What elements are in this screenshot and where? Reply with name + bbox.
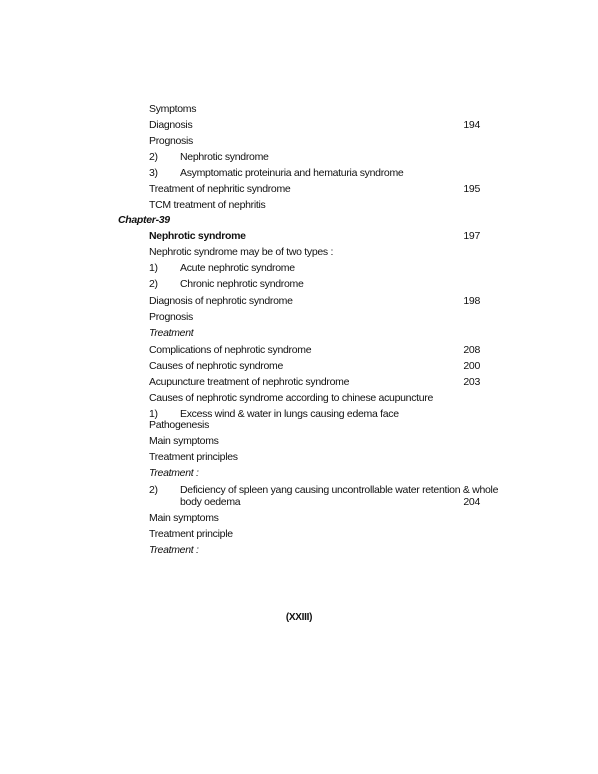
toc-page-number: 200 [463,360,480,372]
toc-page-number: 208 [463,344,480,356]
toc-entry-excess-wind: Excess wind & water in lungs causing edema face [180,408,399,420]
toc-entry-treatment: Treatment [149,327,194,339]
toc-entry-pathogenesis: Pathogenesis [149,419,210,431]
toc-entry-symptoms: Symptoms [149,103,197,115]
toc-entry-treatment: Treatment : [149,544,199,556]
toc-page-number: 198 [463,295,480,307]
chapter-heading: Chapter-39 [118,214,170,226]
toc-entry-diagnosis-nephrotic: Diagnosis of nephrotic syndrome [149,295,293,307]
toc-entry-tcm-nephritis: TCM treatment of nephritis [149,199,266,211]
toc-page-number: 194 [463,119,480,131]
toc-entry-prognosis: Prognosis [149,135,193,147]
page-footer-number: (XXIII) [285,612,313,623]
toc-entry-treatment-principles: Treatment principles [149,451,238,463]
toc-entry-treatment-nephritic: Treatment of nephritic syndrome [149,183,291,195]
toc-page-number: 204 [463,496,480,508]
toc-entry-two-types: Nephrotic syndrome may be of two types : [149,246,334,258]
toc-entry-proteinuria: Asymptomatic proteinuria and hematuria syndrome [180,167,404,179]
toc-entry-chronic: Chronic nephrotic syndrome [180,278,304,290]
toc-entry-main-symptoms: Main symptoms [149,435,219,447]
toc-page-number: 203 [463,376,480,388]
toc-item-number: 2) [149,278,158,290]
toc-entry-prognosis: Prognosis [149,311,193,323]
toc-entry-complications: Complications of nephrotic syndrome [149,344,312,356]
toc-item-number: 1) [149,262,158,274]
toc-item-number: 1) [149,408,158,420]
toc-entry-causes: Causes of nephrotic syndrome [149,360,284,372]
toc-entry-spleen-yang-cont: body oedema [180,496,241,508]
toc-entry-causes-chinese: Causes of nephrotic syndrome according to chinese acupuncture [149,392,434,404]
toc-entry-acute: Acute nephrotic syndrome [180,262,295,274]
toc-section-nephrotic-syndrome: Nephrotic syndrome [149,230,246,242]
toc-item-number: 3) [149,167,158,179]
toc-entry-treatment: Treatment : [149,467,199,479]
toc-entry-acupuncture: Acupuncture treatment of nephrotic syndrome [149,376,350,388]
toc-item-number: 2) [149,484,158,496]
toc-page-number: 195 [463,183,480,195]
toc-entry-diagnosis: Diagnosis [149,119,193,131]
toc-page-number: 197 [463,230,480,242]
toc-entry-main-symptoms: Main symptoms [149,512,219,524]
toc-item-number: 2) [149,151,158,163]
toc-entry-spleen-yang: Deficiency of spleen yang causing uncontrollable water retention & whole [180,484,499,496]
toc-entry-treatment-principle: Treatment principle [149,528,233,540]
toc-entry-nephrotic-syndrome: Nephrotic syndrome [180,151,269,163]
